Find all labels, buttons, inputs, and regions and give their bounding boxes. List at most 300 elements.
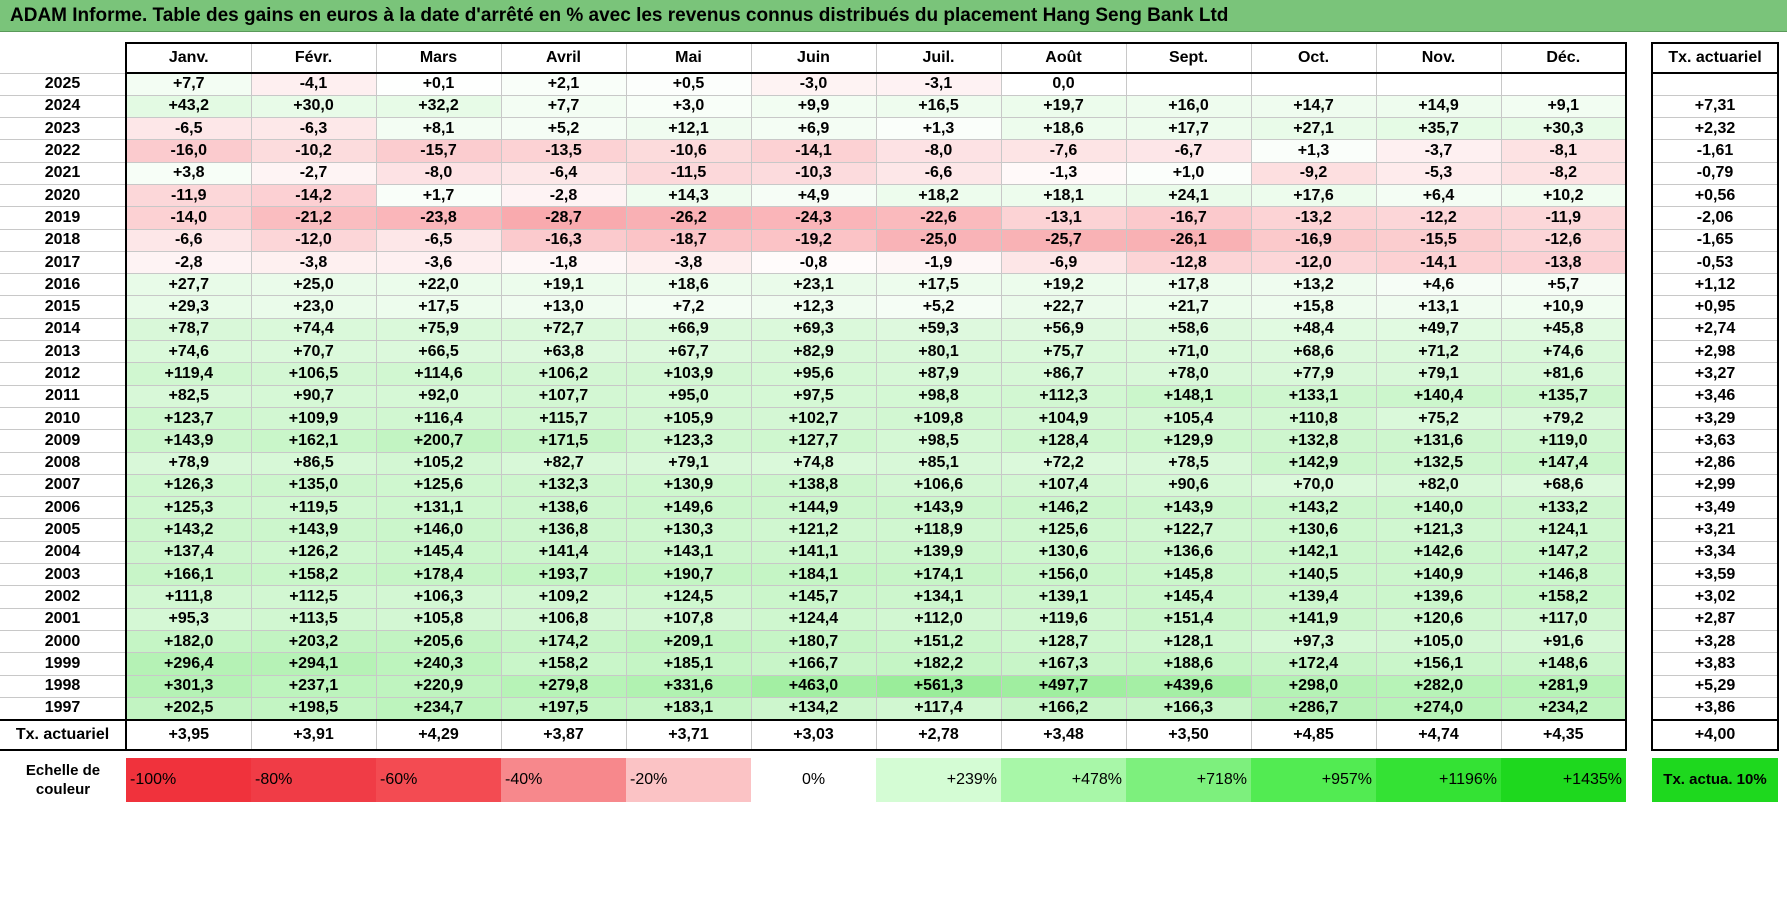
- gain-cell: +146,0: [376, 519, 501, 541]
- gain-cell: +5,7: [1501, 274, 1626, 296]
- gain-cell: +133,1: [1251, 385, 1376, 407]
- gain-cell: -3,8: [251, 251, 376, 273]
- year-label: 2014: [0, 318, 126, 340]
- summary-rate-cell: +4,85: [1251, 720, 1376, 750]
- rate-cell: +3,46: [1652, 385, 1778, 407]
- table-row: [0, 653, 1778, 675]
- legend-rate-swatch: Tx. actua. 10%: [1652, 758, 1778, 802]
- gain-cell: +123,3: [626, 430, 751, 452]
- gain-cell: -25,7: [1001, 229, 1126, 251]
- gain-cell: +18,1: [1001, 184, 1126, 206]
- gain-cell: +127,7: [751, 430, 876, 452]
- gain-cell: +87,9: [876, 363, 1001, 385]
- year-label: 2008: [0, 452, 126, 474]
- rate-cell: -1,65: [1652, 229, 1778, 251]
- gain-cell: -12,2: [1376, 207, 1501, 229]
- rate-cell: +2,86: [1652, 452, 1778, 474]
- gain-cell: +19,2: [1001, 274, 1126, 296]
- gap-cell: [1626, 653, 1652, 675]
- table-row: [0, 251, 1778, 273]
- gain-cell: +121,2: [751, 519, 876, 541]
- gain-cell: +30,0: [251, 95, 376, 117]
- gain-cell: +17,7: [1126, 118, 1251, 140]
- gain-cell: +237,1: [251, 675, 376, 697]
- gain-cell: +125,6: [1001, 519, 1126, 541]
- gain-cell: +139,6: [1376, 586, 1501, 608]
- gain-cell: +14,7: [1251, 95, 1376, 117]
- table-row: [0, 608, 1778, 630]
- gains-table: [0, 42, 1779, 802]
- gain-cell: -8,0: [376, 162, 501, 184]
- gain-cell: +162,1: [251, 430, 376, 452]
- gain-cell: +561,3: [876, 675, 1001, 697]
- gain-cell: +172,4: [1251, 653, 1376, 675]
- gain-cell: +139,9: [876, 541, 1001, 563]
- gap-cell: [1626, 73, 1652, 95]
- gain-cell: -12,8: [1126, 251, 1251, 273]
- gain-cell: +439,6: [1126, 675, 1251, 697]
- gain-cell: +220,9: [376, 675, 501, 697]
- rate-cell: -0,79: [1652, 162, 1778, 184]
- gain-cell: +74,6: [126, 341, 251, 363]
- gain-cell: -8,2: [1501, 162, 1626, 184]
- month-header-sept: Sept.: [1126, 43, 1251, 73]
- gain-cell: +190,7: [626, 564, 751, 586]
- legend-swatch: -20%: [626, 758, 751, 802]
- gain-cell: +22,0: [376, 274, 501, 296]
- gain-cell: +130,3: [626, 519, 751, 541]
- gain-cell: +119,0: [1501, 430, 1626, 452]
- spacer-cell: [376, 750, 501, 758]
- year-label: 2018: [0, 229, 126, 251]
- gain-cell: +129,9: [1126, 430, 1251, 452]
- gain-cell: +240,3: [376, 653, 501, 675]
- year-label: 2001: [0, 608, 126, 630]
- gain-cell: +141,4: [501, 541, 626, 563]
- gain-cell: -11,9: [126, 184, 251, 206]
- gain-cell: +13,1: [1376, 296, 1501, 318]
- spacer-cell: [1126, 750, 1251, 758]
- gain-cell: +1,3: [876, 118, 1001, 140]
- legend-swatch: +478%: [1001, 758, 1126, 802]
- gap-cell: [1626, 608, 1652, 630]
- gain-cell: +110,8: [1251, 407, 1376, 429]
- table-row: [0, 497, 1778, 519]
- gain-cell: +126,2: [251, 541, 376, 563]
- gain-cell: -2,7: [251, 162, 376, 184]
- gain-cell: +80,1: [876, 341, 1001, 363]
- year-label: 2007: [0, 474, 126, 496]
- spacer-cell: [1001, 750, 1126, 758]
- rate-cell: +2,32: [1652, 118, 1778, 140]
- gain-cell: +182,2: [876, 653, 1001, 675]
- gain-cell: +6,9: [751, 118, 876, 140]
- gain-cell: +71,0: [1126, 341, 1251, 363]
- gain-cell: -28,7: [501, 207, 626, 229]
- spacer-cell: [1626, 750, 1652, 758]
- gain-cell: +48,4: [1251, 318, 1376, 340]
- gain-cell: +1,0: [1126, 162, 1251, 184]
- gain-cell: +16,5: [876, 95, 1001, 117]
- gain-cell: +124,4: [751, 608, 876, 630]
- gain-cell: +15,8: [1251, 296, 1376, 318]
- gain-cell: +131,1: [376, 497, 501, 519]
- summary-rate-cell: +4,29: [376, 720, 501, 750]
- gain-cell: +27,1: [1251, 118, 1376, 140]
- gain-cell: +142,1: [1251, 541, 1376, 563]
- month-header-oct: Oct.: [1251, 43, 1376, 73]
- gain-cell: +106,2: [501, 363, 626, 385]
- rate-column-header: Tx. actuariel: [1652, 43, 1778, 73]
- legend-swatch: +718%: [1126, 758, 1251, 802]
- spacer-cell: [876, 750, 1001, 758]
- gain-cell: +119,4: [126, 363, 251, 385]
- gain-cell: +174,1: [876, 564, 1001, 586]
- gain-cell: +6,4: [1376, 184, 1501, 206]
- rate-cell: -1,61: [1652, 140, 1778, 162]
- gain-cell: +106,5: [251, 363, 376, 385]
- summary-row: [0, 720, 1778, 750]
- summary-rate-cell: +2,78: [876, 720, 1001, 750]
- gain-cell: +114,6: [376, 363, 501, 385]
- gain-cell: +90,6: [1126, 474, 1251, 496]
- gain-cell: +143,2: [1251, 497, 1376, 519]
- gain-cell: +178,4: [376, 564, 501, 586]
- gap-cell: [1626, 95, 1652, 117]
- gain-cell: +119,6: [1001, 608, 1126, 630]
- gain-cell: +132,5: [1376, 452, 1501, 474]
- gain-cell: -26,2: [626, 207, 751, 229]
- gain-cell: +98,8: [876, 385, 1001, 407]
- rate-cell: -0,53: [1652, 251, 1778, 273]
- gain-cell: +2,1: [501, 73, 626, 95]
- gain-cell: +138,6: [501, 497, 626, 519]
- gain-cell: +182,0: [126, 630, 251, 652]
- gap-cell: [1626, 184, 1652, 206]
- gap-cell: [1626, 675, 1652, 697]
- spacer-cell: [1376, 750, 1501, 758]
- gain-cell: +4,6: [1376, 274, 1501, 296]
- gain-cell: +125,3: [126, 497, 251, 519]
- gain-cell: +95,3: [126, 608, 251, 630]
- rate-cell: +5,29: [1652, 675, 1778, 697]
- gain-cell: +134,2: [751, 697, 876, 719]
- gain-cell: +17,5: [876, 274, 1001, 296]
- gain-cell: +205,6: [376, 630, 501, 652]
- gain-cell: +234,7: [376, 697, 501, 719]
- gain-cell: +82,7: [501, 452, 626, 474]
- gains-table-area: [0, 42, 1787, 802]
- gain-cell: +141,1: [751, 541, 876, 563]
- gain-cell: +137,4: [126, 541, 251, 563]
- gain-cell: +12,1: [626, 118, 751, 140]
- gain-cell: +0,1: [376, 73, 501, 95]
- gain-cell: +112,5: [251, 586, 376, 608]
- gain-cell: +166,1: [126, 564, 251, 586]
- month-header-nov: Nov.: [1376, 43, 1501, 73]
- gain-cell: +106,6: [876, 474, 1001, 496]
- gain-cell: +106,8: [501, 608, 626, 630]
- gain-cell: -6,3: [251, 118, 376, 140]
- gain-cell: -12,0: [251, 229, 376, 251]
- gain-cell: +156,1: [1376, 653, 1501, 675]
- gain-cell: -14,1: [751, 140, 876, 162]
- gain-cell: +70,7: [251, 341, 376, 363]
- rate-cell: +7,31: [1652, 95, 1778, 117]
- gain-cell: -14,2: [251, 184, 376, 206]
- gain-cell: +145,8: [1126, 564, 1251, 586]
- gain-cell: -14,0: [126, 207, 251, 229]
- rate-cell: +3,28: [1652, 630, 1778, 652]
- gain-cell: +91,6: [1501, 630, 1626, 652]
- month-header-dec: Déc.: [1501, 43, 1626, 73]
- summary-label: Tx. actuariel: [0, 720, 126, 750]
- legend-swatch: -100%: [126, 758, 251, 802]
- gain-cell: +71,2: [1376, 341, 1501, 363]
- gain-cell: [1501, 73, 1626, 95]
- gap-cell: [1626, 229, 1652, 251]
- gain-cell: -10,2: [251, 140, 376, 162]
- gain-cell: +180,7: [751, 630, 876, 652]
- spacer-cell: [251, 750, 376, 758]
- spacer-row: [0, 750, 1778, 758]
- gain-cell: -19,2: [751, 229, 876, 251]
- gain-cell: -14,1: [1376, 251, 1501, 273]
- gap-cell: [1626, 118, 1652, 140]
- gain-cell: +171,5: [501, 430, 626, 452]
- table-row: [0, 95, 1778, 117]
- gain-cell: +27,7: [126, 274, 251, 296]
- gain-cell: +56,9: [1001, 318, 1126, 340]
- gain-cell: -23,8: [376, 207, 501, 229]
- gain-cell: +9,1: [1501, 95, 1626, 117]
- gain-cell: +234,2: [1501, 697, 1626, 719]
- month-header-juin: Juin: [751, 43, 876, 73]
- table-row: [0, 541, 1778, 563]
- gain-cell: +105,0: [1376, 630, 1501, 652]
- legend-swatch: -80%: [251, 758, 376, 802]
- gain-cell: +105,9: [626, 407, 751, 429]
- gain-cell: +148,6: [1501, 653, 1626, 675]
- gain-cell: +67,7: [626, 341, 751, 363]
- table-row: [0, 564, 1778, 586]
- year-label: 1997: [0, 697, 126, 719]
- gain-cell: +78,0: [1126, 363, 1251, 385]
- year-label: 2010: [0, 407, 126, 429]
- gain-cell: +98,5: [876, 430, 1001, 452]
- gap-cell: [1626, 430, 1652, 452]
- gain-cell: +142,6: [1376, 541, 1501, 563]
- gain-cell: -2,8: [501, 184, 626, 206]
- gain-cell: +0,5: [626, 73, 751, 95]
- gain-cell: +149,6: [626, 497, 751, 519]
- month-header-avril: Avril: [501, 43, 626, 73]
- month-header-janv: Janv.: [126, 43, 251, 73]
- gain-cell: +66,9: [626, 318, 751, 340]
- gap-cell: [1626, 586, 1652, 608]
- gain-cell: +130,9: [626, 474, 751, 496]
- gap-cell: [1626, 758, 1652, 802]
- color-scale-legend: [0, 758, 1778, 802]
- year-label: 1998: [0, 675, 126, 697]
- gain-cell: +158,2: [1501, 586, 1626, 608]
- gain-cell: +18,6: [1001, 118, 1126, 140]
- gain-cell: -11,9: [1501, 207, 1626, 229]
- gain-cell: +25,0: [251, 274, 376, 296]
- rate-cell: +3,86: [1652, 697, 1778, 719]
- gain-cell: +86,7: [1001, 363, 1126, 385]
- gain-cell: +135,7: [1501, 385, 1626, 407]
- spacer-cell: [1501, 750, 1626, 758]
- month-header-juil: Juil.: [876, 43, 1001, 73]
- report-title: ADAM Informe. Table des gains en euros à la date d'arrêté en % avec les revenus connus distribués du placement Hang Seng Bank Ltd: [0, 0, 1787, 32]
- gain-cell: +3,0: [626, 95, 751, 117]
- year-label: 2023: [0, 118, 126, 140]
- gain-cell: +23,0: [251, 296, 376, 318]
- gain-cell: +166,3: [1126, 697, 1251, 719]
- rate-cell: +3,27: [1652, 363, 1778, 385]
- gain-cell: -26,1: [1126, 229, 1251, 251]
- gap-cell: [1626, 296, 1652, 318]
- gain-cell: -16,3: [501, 229, 626, 251]
- rate-cell: +3,63: [1652, 430, 1778, 452]
- gain-cell: -3,1: [876, 73, 1001, 95]
- gain-cell: +184,1: [751, 564, 876, 586]
- gain-cell: +14,3: [626, 184, 751, 206]
- header-row: [0, 43, 1778, 73]
- gap-cell: [1626, 207, 1652, 229]
- year-label: 2025: [0, 73, 126, 95]
- gain-cell: -7,6: [1001, 140, 1126, 162]
- legend-swatch: -60%: [376, 758, 501, 802]
- gain-cell: +156,0: [1001, 564, 1126, 586]
- gain-cell: -13,5: [501, 140, 626, 162]
- gap-cell: [1626, 720, 1652, 750]
- gain-cell: +107,7: [501, 385, 626, 407]
- table-row: [0, 296, 1778, 318]
- gain-cell: +17,5: [376, 296, 501, 318]
- spacer-cell: [501, 750, 626, 758]
- gain-cell: +85,1: [876, 452, 1001, 474]
- gain-cell: +78,9: [126, 452, 251, 474]
- rate-cell: +3,29: [1652, 407, 1778, 429]
- year-label: 2005: [0, 519, 126, 541]
- gain-cell: +185,1: [626, 653, 751, 675]
- legend-swatch: +1435%: [1501, 758, 1626, 802]
- gain-cell: -6,6: [876, 162, 1001, 184]
- gain-cell: +103,9: [626, 363, 751, 385]
- gain-cell: -21,2: [251, 207, 376, 229]
- gain-cell: -16,9: [1251, 229, 1376, 251]
- gain-cell: +74,8: [751, 452, 876, 474]
- gain-cell: +49,7: [1376, 318, 1501, 340]
- year-label: 2017: [0, 251, 126, 273]
- rate-cell: [1652, 73, 1778, 95]
- rate-cell: +2,98: [1652, 341, 1778, 363]
- gain-cell: +121,3: [1376, 519, 1501, 541]
- year-label: 2024: [0, 95, 126, 117]
- gain-cell: -15,7: [376, 140, 501, 162]
- month-header-fevr: Févr.: [251, 43, 376, 73]
- table-row: [0, 363, 1778, 385]
- gain-cell: +174,2: [501, 630, 626, 652]
- gain-cell: +141,9: [1251, 608, 1376, 630]
- gain-cell: +29,3: [126, 296, 251, 318]
- gain-cell: +105,8: [376, 608, 501, 630]
- month-header-mai: Mai: [626, 43, 751, 73]
- gain-cell: -13,1: [1001, 207, 1126, 229]
- rate-cell: +0,56: [1652, 184, 1778, 206]
- gain-cell: +10,2: [1501, 184, 1626, 206]
- summary-rate-cell: +3,95: [126, 720, 251, 750]
- gain-cell: +209,1: [626, 630, 751, 652]
- gain-cell: +32,2: [376, 95, 501, 117]
- gain-cell: +58,6: [1126, 318, 1251, 340]
- gain-cell: +140,5: [1251, 564, 1376, 586]
- gain-cell: +105,2: [376, 452, 501, 474]
- gain-cell: +8,1: [376, 118, 501, 140]
- gain-cell: -25,0: [876, 229, 1001, 251]
- gap-cell: [1626, 697, 1652, 719]
- gain-cell: +22,7: [1001, 296, 1126, 318]
- gain-cell: +7,2: [626, 296, 751, 318]
- spacer-cell: [1251, 750, 1376, 758]
- gain-cell: -4,1: [251, 73, 376, 95]
- gap-cell: [1626, 162, 1652, 184]
- spacer-cell: [126, 750, 251, 758]
- gain-cell: +296,4: [126, 653, 251, 675]
- gain-cell: +139,1: [1001, 586, 1126, 608]
- gain-cell: +45,8: [1501, 318, 1626, 340]
- gain-cell: -16,7: [1126, 207, 1251, 229]
- gain-cell: -3,8: [626, 251, 751, 273]
- gain-cell: +68,6: [1251, 341, 1376, 363]
- rate-cell: -2,06: [1652, 207, 1778, 229]
- gain-cell: +75,7: [1001, 341, 1126, 363]
- rate-cell: +2,99: [1652, 474, 1778, 496]
- table-row: [0, 519, 1778, 541]
- gain-cell: +13,2: [1251, 274, 1376, 296]
- gain-cell: -6,6: [126, 229, 251, 251]
- rate-cell: +0,95: [1652, 296, 1778, 318]
- spacer-cell: [1652, 750, 1778, 758]
- gain-cell: +82,5: [126, 385, 251, 407]
- gap-cell: [1626, 140, 1652, 162]
- legend-label: Echelle de couleur: [25, 761, 101, 798]
- gain-cell: -3,7: [1376, 140, 1501, 162]
- summary-total-rate: +4,00: [1652, 720, 1778, 750]
- table-row: [0, 474, 1778, 496]
- gain-cell: +151,2: [876, 630, 1001, 652]
- gain-cell: +167,3: [1001, 653, 1126, 675]
- rate-cell: +3,34: [1652, 541, 1778, 563]
- gap-cell: [1626, 341, 1652, 363]
- gain-cell: +116,4: [376, 407, 501, 429]
- gain-cell: +143,9: [1126, 497, 1251, 519]
- month-header-mars: Mars: [376, 43, 501, 73]
- gain-cell: +95,6: [751, 363, 876, 385]
- gain-cell: +74,6: [1501, 341, 1626, 363]
- gain-cell: +97,3: [1251, 630, 1376, 652]
- gain-cell: -10,6: [626, 140, 751, 162]
- gain-cell: +43,2: [126, 95, 251, 117]
- gain-cell: -2,8: [126, 251, 251, 273]
- gain-cell: +63,8: [501, 341, 626, 363]
- year-label: 2019: [0, 207, 126, 229]
- spacer-cell: [626, 750, 751, 758]
- gain-cell: +7,7: [126, 73, 251, 95]
- gain-cell: +75,2: [1376, 407, 1501, 429]
